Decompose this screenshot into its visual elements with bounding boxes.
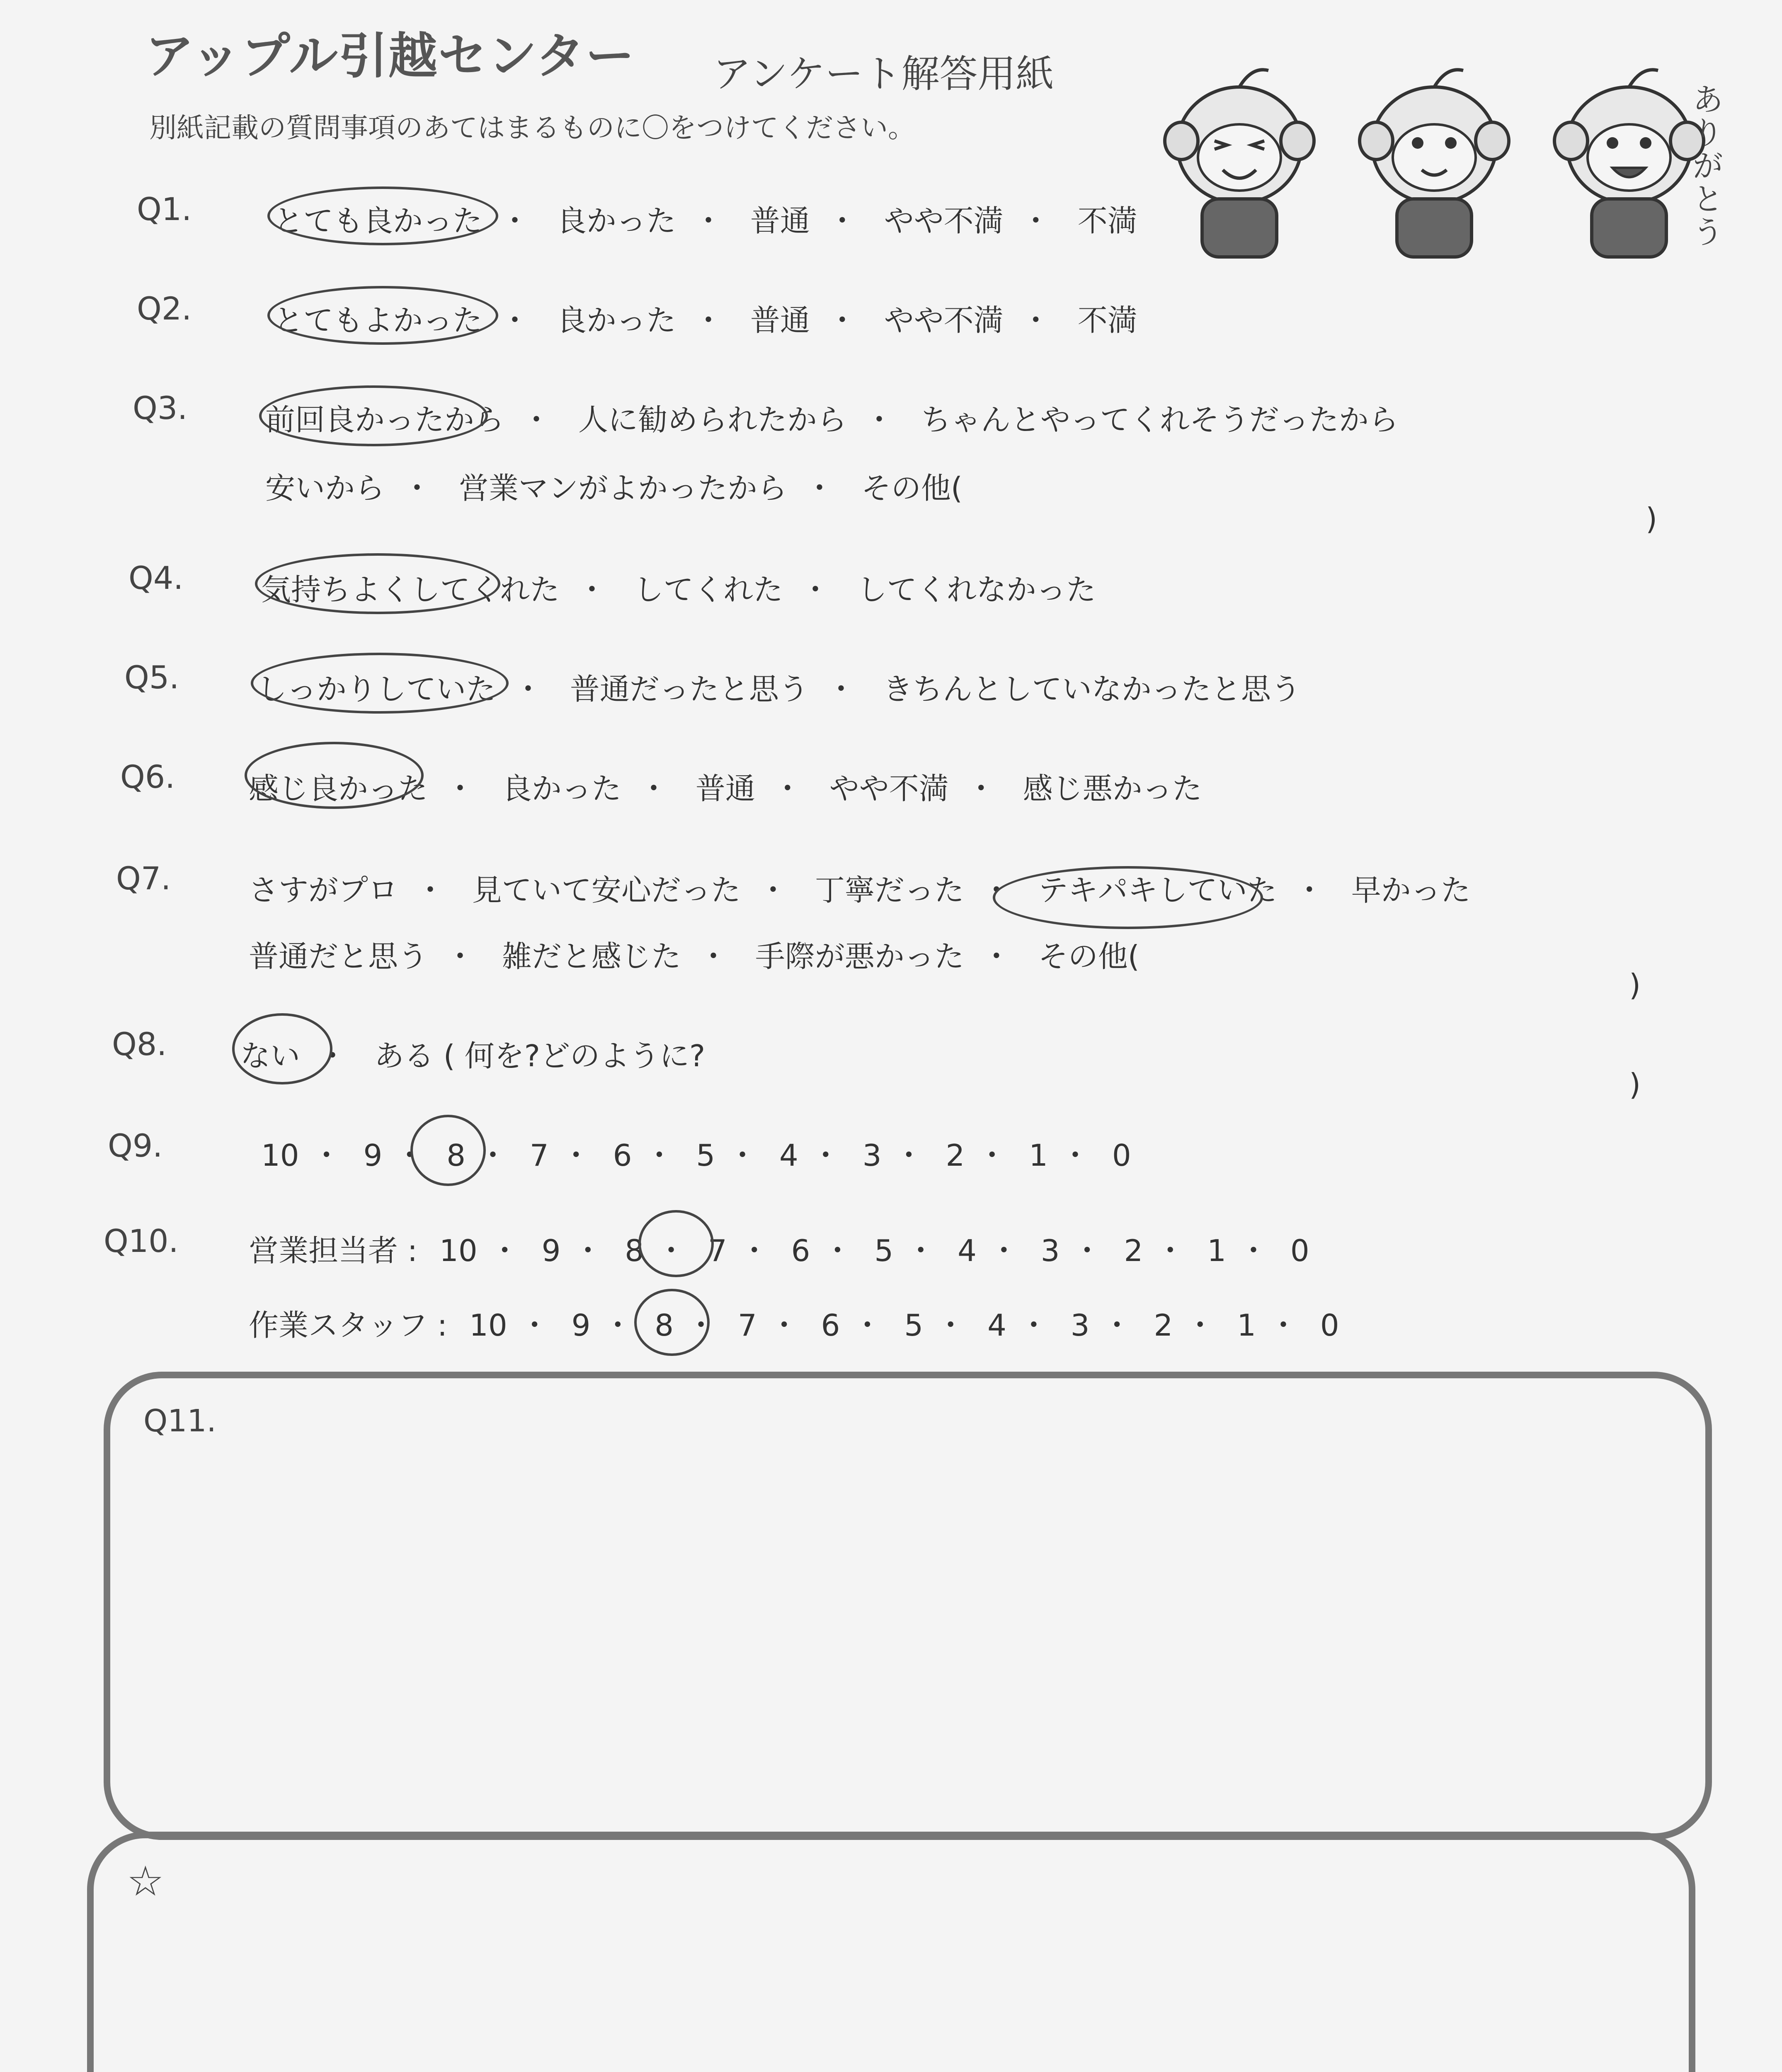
q6-label: Q6. [120,758,175,795]
q1-option[interactable]: とても良かった [274,203,483,238]
q10-sales-row: 営業担当者 : 10 ・ 9 ・ 8 ・ 7 ・ 6 ・ 5 ・ 4 ・ 3 ・ 2 ・ 1 ・ 0 [249,1233,1309,1268]
star-icon: ☆ [127,1857,164,1905]
q4-option[interactable]: してくれた [633,572,783,607]
q5-options: しっかりしていた ・ 普通だったと思う ・ きちんとしていなかったと思う [257,672,1301,707]
q10-sales-score[interactable]: 7 [708,1233,727,1268]
q5-option[interactable]: しっかりしていた [257,672,496,707]
q5-option[interactable]: 普通だったと思う [570,672,809,707]
q6-option[interactable]: 普通 [695,771,755,806]
q9-score[interactable]: 0 [1112,1138,1131,1173]
q10-sales-score[interactable]: 8 [625,1233,644,1268]
q3-option[interactable]: 営業マンがよかったから [458,471,787,506]
thanks-text: ありがとう [1687,83,1724,249]
company-title: アップル引越センター [145,27,635,85]
q7-options-row1: さすがプロ ・ 見ていて安心だった ・ 丁寧だった ・ テキパキしていた ・ 早かった [249,873,1471,908]
q10-staff-score[interactable]: 4 [987,1308,1006,1343]
q7-option[interactable]: テキパキしていた [1038,873,1277,908]
q8-label: Q8. [112,1026,167,1063]
q1-option[interactable]: 普通 [750,203,810,238]
q5-option[interactable]: きちんとしていなかったと思う [883,672,1301,707]
q7-option[interactable]: 普通だと思う [249,939,428,974]
q10-staff-label: 作業スタッフ : [249,1308,448,1343]
q7-option[interactable]: 雑だと感じた [502,939,681,974]
q10-sales-score[interactable]: 4 [958,1233,977,1268]
close-paren: ) [1646,501,1658,536]
close-paren: ) [1629,968,1641,1002]
q2-option[interactable]: 不満 [1077,303,1137,338]
q7-option[interactable]: 見ていて安心だった [472,873,741,908]
q1-label: Q1. [137,191,192,228]
q9-score[interactable]: 1 [1029,1138,1048,1173]
q1-option[interactable]: やや不満 [884,203,1004,238]
q9-score[interactable]: 9 [363,1138,383,1173]
q10-sales-score[interactable]: 1 [1207,1233,1226,1268]
q3-option[interactable]: 前回良かったから [265,402,504,437]
q9-score[interactable]: 4 [779,1138,798,1173]
q10-sales-score[interactable]: 3 [1040,1233,1060,1268]
q10-staff-score[interactable]: 3 [1070,1308,1090,1343]
q3-option[interactable]: 安いから [265,471,385,506]
q5-label: Q5. [124,659,179,696]
q7-label: Q7. [116,860,171,897]
q3-options-row2: 安いから ・ 営業マンがよかったから ・ その他( [265,471,963,506]
q4-option[interactable]: 気持ちよくしてくれた [261,572,560,607]
form-subtitle: アンケート解答用紙 [713,52,1054,96]
q2-options: とてもよかった ・ 良かった ・ 普通 ・ やや不満 ・ 不満 [274,303,1137,338]
q6-option[interactable]: やや不満 [829,771,949,806]
q8-options: ない ・ ある ( 何を?どのように? [240,1038,706,1073]
monkey-mascot-icon [1152,58,1326,265]
q6-option[interactable]: 感じ良かった [249,771,428,806]
monkey-mascot-icon [1347,58,1521,265]
q10-sales-label: 営業担当者 : [249,1233,418,1268]
q6-options: 感じ良かった ・ 良かった ・ 普通 ・ やや不満 ・ 感じ悪かった [249,771,1202,806]
q10-staff-score[interactable]: 0 [1320,1308,1339,1343]
q1-options: とても良かった ・ 良かった ・ 普通 ・ やや不満 ・ 不満 [274,203,1137,238]
q10-staff-score[interactable]: 6 [821,1308,840,1343]
q3-option[interactable]: その他( [861,471,963,506]
q9-label: Q9. [108,1127,163,1164]
q1-option[interactable]: 不満 [1077,203,1137,238]
q3-options-row1: 前回良かったから ・ 人に勧められたから ・ ちゃんとやってくれそうだったから [265,402,1399,437]
q4-options: 気持ちよくしてくれた ・ してくれた ・ してくれなかった [261,572,1096,607]
q9-score[interactable]: 5 [696,1138,715,1173]
q2-label: Q2. [137,290,192,327]
q4-option[interactable]: してくれなかった [857,572,1096,607]
q10-sales-score[interactable]: 2 [1124,1233,1143,1268]
q7-option[interactable]: 早かった [1351,873,1471,908]
close-paren: ) [1629,1067,1641,1102]
q7-options-row2: 普通だと思う ・ 雑だと感じた ・ 手際が悪かった ・ その他( [249,939,1140,974]
q7-option[interactable]: さすがプロ [249,873,398,908]
star-comment-box[interactable] [87,1832,1695,2072]
q3-option[interactable]: ちゃんとやってくれそうだったから [921,402,1399,437]
q2-option[interactable]: とてもよかった [274,303,483,338]
q10-sales-score[interactable]: 9 [541,1233,561,1268]
q9-score[interactable]: 8 [446,1138,466,1173]
q10-sales-score[interactable]: 10 [439,1233,478,1268]
q9-score[interactable]: 7 [529,1138,549,1173]
q7-option[interactable]: その他( [1038,939,1140,974]
q7-option[interactable]: 丁寧だった [815,873,964,908]
q2-option[interactable]: 良かった [556,303,676,338]
q2-option[interactable]: 普通 [750,303,810,338]
q9-scale: 10 ・ 9 ・ 8 ・ 7 ・ 6 ・ 5 ・ 4 ・ 3 ・ 2 ・ 1 ・ 0 [261,1138,1131,1173]
q3-label: Q3. [133,390,188,426]
q10-sales-score[interactable]: 6 [791,1233,810,1268]
q9-score[interactable]: 10 [261,1138,299,1173]
q10-sales-score[interactable]: 5 [874,1233,894,1268]
q11-comment-box[interactable] [104,1372,1712,1840]
q10-staff-score[interactable]: 1 [1237,1308,1256,1343]
q9-score[interactable]: 6 [613,1138,632,1173]
q8-option[interactable]: ある ( 何を?どのように? [374,1038,706,1073]
q2-option[interactable]: やや不満 [884,303,1004,338]
q11-label: Q11. [143,1403,216,1439]
q10-staff-score[interactable]: 8 [655,1308,674,1343]
instructions: 別紙記載の質問事項のあてはまるものに〇をつけてください。 [149,112,915,144]
q10-staff-score[interactable]: 5 [904,1308,924,1343]
q3-option[interactable]: 人に勧められたから [578,402,847,437]
q10-staff-score[interactable]: 9 [571,1308,591,1343]
q8-option[interactable]: ない [240,1038,301,1073]
q10-label: Q10. [104,1222,179,1259]
mascot-illustration [1152,58,1741,274]
q10-staff-row: 作業スタッフ : 10 ・ 9 ・ 8 ・ 7 ・ 6 ・ 5 ・ 4 ・ 3 ・ 2 ・ 1 ・ 0 [249,1308,1339,1343]
q10-staff-score[interactable]: 7 [737,1308,757,1343]
q9-score[interactable]: 3 [862,1138,882,1173]
q1-option[interactable]: 良かった [556,203,676,238]
q10-staff-score[interactable]: 10 [469,1308,507,1343]
q4-label: Q4. [128,559,184,596]
q6-option[interactable]: 感じ悪かった [1023,771,1202,806]
q9-score[interactable]: 2 [946,1138,965,1173]
q10-staff-score[interactable]: 2 [1154,1308,1173,1343]
q7-option[interactable]: 手際が悪かった [755,939,964,974]
q6-option[interactable]: 良かった [502,771,621,806]
q10-sales-score[interactable]: 0 [1290,1233,1309,1268]
